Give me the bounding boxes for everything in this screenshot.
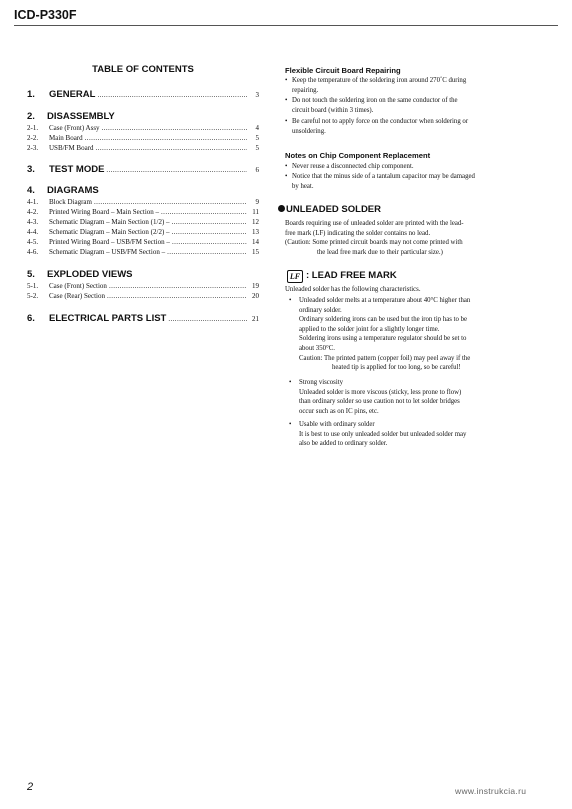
toc-item-num: 5-2. <box>27 292 39 300</box>
toc-leader <box>109 282 247 290</box>
toc-page: 19 <box>252 282 259 290</box>
text-line: Soldering irons using a temperature regulator should be set to <box>299 335 467 343</box>
toc-leader <box>94 198 247 206</box>
toc-page: 6 <box>255 166 259 174</box>
toc-section-test-mode[interactable] <box>27 164 259 176</box>
toc-item-title: Block Diagram <box>49 198 92 206</box>
watermark: www.instrukcia.ru <box>455 786 527 796</box>
text-line: • Usable with ordinary solder <box>299 421 375 428</box>
text-line: about 350°C. <box>299 344 335 352</box>
text-line: heated tip is applied for too long, so be careful! <box>332 364 461 372</box>
flex-repair-heading: Flexible Circuit Board Repairing <box>285 66 401 75</box>
text-line: free mark (LF) indicating the solder contains no lead. <box>285 229 431 237</box>
toc-item-title: Printed Wiring Board – USB/FM Section – <box>49 238 170 246</box>
toc-item-num: 4-5. <box>27 238 39 246</box>
text-line: • Be careful not to apply force on the conductor when soldering or <box>292 118 469 125</box>
toc-leader <box>106 166 247 174</box>
toc-item[interactable] <box>27 248 259 258</box>
toc-item-title: Case (Front) Assy <box>49 124 100 132</box>
toc-item-title: Schematic Diagram – Main Section (2/2) – <box>49 228 170 236</box>
toc-item[interactable] <box>27 292 259 302</box>
chip-notes-bullet <box>285 162 510 172</box>
toc-item-title: Case (Front) Section <box>49 282 107 290</box>
toc-page: 3 <box>255 91 259 99</box>
toc-item[interactable] <box>27 282 259 292</box>
lead-free-bullet <box>285 420 510 449</box>
toc-page: 4 <box>255 124 259 132</box>
lead-free-bullet <box>285 296 510 373</box>
heading-text: : LEAD FREE MARK <box>306 270 397 281</box>
text-line: Ordinary soldering irons can be used but the iron tip has to be <box>299 316 467 324</box>
text-line: • Notice that the minus side of a tantalum capacitor may be damaged <box>292 173 475 180</box>
toc-item-title: Case (Rear) Section <box>49 292 105 300</box>
text-line: Unleaded solder is more viscous (sticky, less prone to flow) <box>299 388 462 396</box>
text-line: repairing. <box>292 86 319 94</box>
model-title: ICD-P330F <box>14 8 77 22</box>
toc-item-num: 5-1. <box>27 282 39 290</box>
text-line: unsoldering. <box>292 127 326 135</box>
toc-page: 20 <box>252 292 259 300</box>
text-line: Caution: The printed pattern (copper foil) may peel away if the <box>299 354 471 362</box>
lead-free-bullet <box>285 378 510 416</box>
toc-item[interactable] <box>27 198 259 208</box>
toc-item-title: Main Board <box>49 134 83 142</box>
text-line: • Strong viscosity <box>299 379 343 386</box>
text-line: • Do not touch the soldering iron on the same conductor of the <box>292 97 458 104</box>
text-line: ordinary solder. <box>299 306 342 314</box>
lead-free-mark-icon: LF <box>287 270 303 283</box>
text-line: Boards requiring use of unleaded solder are printed with the lead- <box>285 220 464 227</box>
toc-section-title: DISASSEMBLY <box>47 111 115 122</box>
heading-text: UNLEADED SOLDER <box>286 204 382 215</box>
flex-repair-bullet <box>285 76 510 95</box>
toc-leader <box>172 228 247 236</box>
toc-item-num: 2-1. <box>27 124 39 132</box>
flex-repair-bullet <box>285 117 510 136</box>
toc-item-num: 4-6. <box>27 248 39 256</box>
bullet-dot-icon <box>278 205 285 212</box>
text-line: occur such as on IC pins, etc. <box>299 407 379 415</box>
toc-leader <box>97 91 247 99</box>
toc-leader <box>85 134 247 142</box>
toc-section-title: EXPLODED VIEWS <box>47 269 133 280</box>
toc-section-title: TEST MODE <box>49 164 105 175</box>
chip-notes-heading: Notes on Chip Component Replacement <box>285 151 431 160</box>
text-line: It is best to use only unleaded solder but unleaded solder may <box>299 430 467 438</box>
toc-page: 5 <box>255 144 259 152</box>
toc-leader <box>167 248 247 256</box>
toc-section-general[interactable] <box>27 89 259 101</box>
toc-leader <box>107 292 247 300</box>
toc-item-title: USB/FM Board <box>49 144 94 152</box>
toc-leader <box>172 238 247 246</box>
toc-item[interactable] <box>27 144 259 154</box>
service-notes-column <box>285 0 510 809</box>
toc-section-num: 4. <box>27 185 35 196</box>
toc-item[interactable] <box>27 208 259 218</box>
toc-item[interactable] <box>27 134 259 144</box>
toc-page: 21 <box>252 315 259 323</box>
text-line: by heat. <box>292 182 314 190</box>
toc-item-num: 2-3. <box>27 144 39 152</box>
text-line: than ordinary solder so use caution not to let solder bridges <box>299 398 460 406</box>
toc-section-exploded-views[interactable] <box>27 269 259 281</box>
flex-repair-bullet <box>285 96 510 115</box>
lead-free-intro: Unleaded solder has the following characteristics. <box>285 286 421 293</box>
toc-section-disassembly[interactable] <box>27 111 259 123</box>
toc-leader <box>161 208 247 216</box>
page-number: 2 <box>27 781 34 793</box>
toc-page: 5 <box>255 134 259 142</box>
toc-item[interactable] <box>27 228 259 238</box>
toc-section-title: ELECTRICAL PARTS LIST <box>49 313 167 324</box>
text-line: also be added to ordinary solder. <box>299 440 388 448</box>
lead-free-mark-heading <box>287 270 397 283</box>
toc-item-num: 4-1. <box>27 198 39 206</box>
toc-item-title: Schematic Diagram – Main Section (1/2) – <box>49 218 170 226</box>
toc-page: 15 <box>252 248 259 256</box>
toc-item[interactable] <box>27 238 259 248</box>
toc-section-electrical-parts-list[interactable] <box>27 313 259 325</box>
text-line: the lead free mark due to their particular size.) <box>317 248 443 256</box>
toc-item-num: 4-4. <box>27 228 39 236</box>
unleaded-solder-paragraph <box>285 219 510 257</box>
text-line: • Unleaded solder melts at a temperature about 40°C higher than <box>299 297 471 304</box>
toc-section-title: DIAGRAMS <box>47 185 99 196</box>
toc-section-num: 1. <box>27 89 35 100</box>
toc-page: 12 <box>252 218 259 226</box>
toc-section-num: 2. <box>27 111 35 122</box>
toc-section-title: GENERAL <box>49 89 96 100</box>
text-line: (Caution: Some printed circuit boards may not come printed with <box>285 239 463 247</box>
chip-notes-bullet <box>285 172 510 191</box>
toc-leader <box>168 315 247 323</box>
toc-leader <box>102 124 247 132</box>
toc-page: 13 <box>252 228 259 236</box>
toc-item-num: 4-2. <box>27 208 39 216</box>
text-line: • Keep the temperature of the soldering iron around 270˚C during <box>292 77 467 84</box>
unleaded-solder-heading <box>278 205 381 215</box>
toc-page: 9 <box>255 198 259 206</box>
toc-title: TABLE OF CONTENTS <box>92 64 194 75</box>
toc-item-title: Printed Wiring Board – Main Section – <box>49 208 160 216</box>
text-line: circuit board (within 3 times). <box>292 106 374 114</box>
toc-section-diagrams[interactable] <box>27 185 259 197</box>
toc-leader <box>172 218 247 226</box>
text-line: • Never reuse a disconnected chip component. <box>292 163 414 170</box>
toc-section-num: 3. <box>27 164 35 175</box>
toc-section-num: 6. <box>27 313 35 324</box>
toc-item[interactable] <box>27 124 259 134</box>
toc-leader <box>96 144 247 152</box>
toc-page: 14 <box>252 238 259 246</box>
toc-item[interactable] <box>27 218 259 228</box>
toc-item-num: 2-2. <box>27 134 39 142</box>
table-of-contents <box>27 0 259 809</box>
toc-item-title: Schematic Diagram – USB/FM Section – <box>49 248 166 256</box>
text-line: applied to the solder joint for a slightly longer time. <box>299 325 440 333</box>
toc-section-num: 5. <box>27 269 35 280</box>
toc-page: 11 <box>252 208 259 216</box>
toc-item-num: 4-3. <box>27 218 39 226</box>
